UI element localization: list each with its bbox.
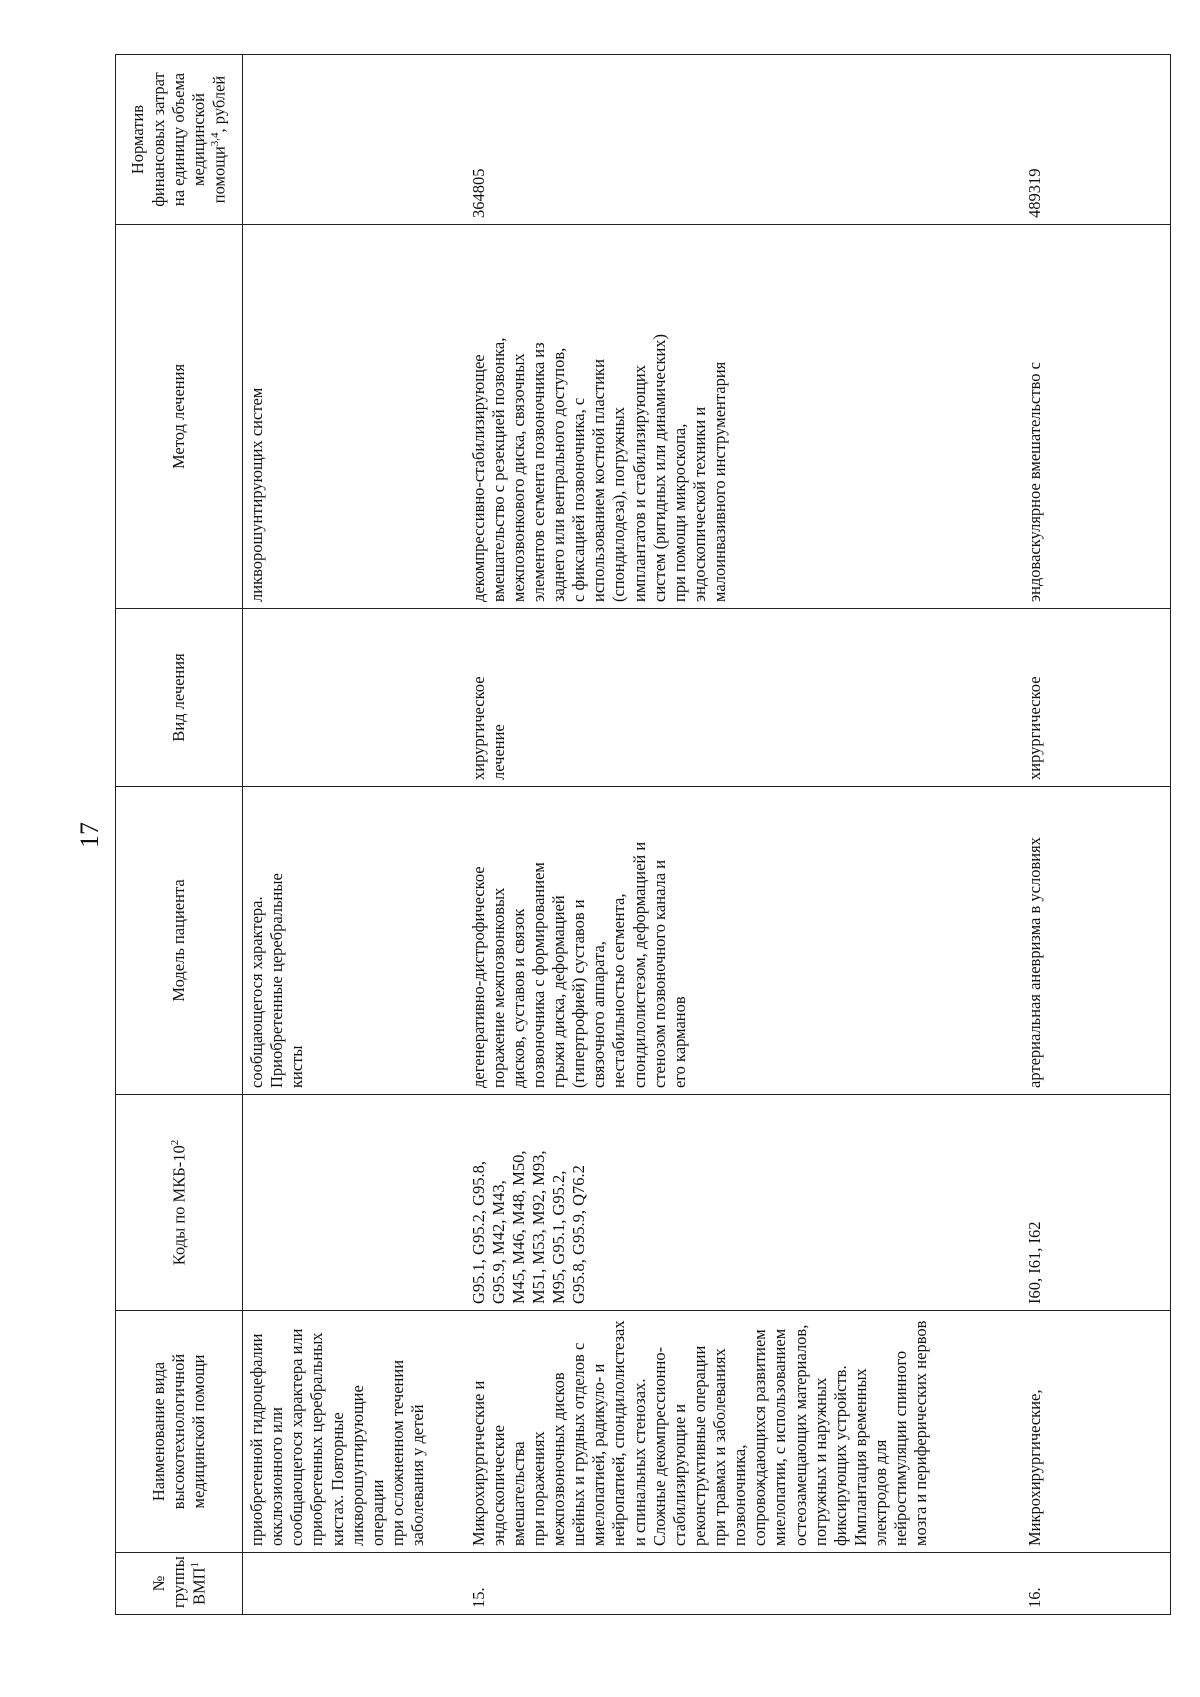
cell-group-number: 16. bbox=[1021, 1553, 1171, 1615]
cell-care-type-name: Микрохирургические и эндоскопические вмешательства при поражениях межпозвоночных дисков шейных и грудных отделов с миелопатией, радикуло- и нейропатией, спондилолистезах и спинальных стенозах. Сложные декомпрессионно- стабилизирующие и реконструктивные операции при травмах и заболеваниях позвоночника, сопровождающихся развитием миелопатии, с использованием остеозамещающих материалов, погружных и наружных фиксирующих устройств. Имплантация временных электродов для нейростимуляции спинного мозга и периферических нервов bbox=[465, 1311, 1021, 1553]
header-group-number: № группы ВМП$^1$ bbox=[116, 1553, 243, 1615]
page-number: 17 bbox=[75, 822, 104, 848]
cell-icd-codes bbox=[243, 1095, 465, 1311]
header-patient-model: Модель пациента bbox=[116, 787, 243, 1095]
cell-treatment-method: декомпрессивно-стабилизирующее вмешательство с резекцией позвонка, межпозвонкового диска, связочных элементов сегмента позвоночника из заднего или вентрального доступов, с фиксацией позвоночника, с использованием костной пластики (спондилодеза), погружных имплантатов и стабилизирующих систем (ригидных или динамических) при помощи микроскопа, эндоскопической техники и малоинвазивного инструментария bbox=[465, 225, 1021, 609]
header-treatment-type: Вид лечения bbox=[116, 609, 243, 787]
cell-patient-model: дегенеративно-дистрофическое поражение межпозвонковых дисков, суставов и связок позвоночника с формированием грыжи диска, деформацией (гипертрофией) суставов и связочного аппарата, нестабильностью сегмента, спондилолистезом, деформацией и стенозом позвоночного канала и его карманов bbox=[465, 787, 1021, 1095]
table-header-row bbox=[116, 55, 243, 1615]
table-row bbox=[243, 55, 465, 1615]
cell-treatment-type: хирургическое bbox=[1021, 609, 1171, 787]
cell-care-type-name: приобретенной гидроцефалии окклюзионного или сообщающегося характера или приобретенных церебральных кистах. Повторные ликворошунтирующие операции при осложненном течении заболевания у детей bbox=[243, 1311, 465, 1553]
header-icd-codes: Коды по МКБ-$10^2$ bbox=[116, 1095, 243, 1311]
cell-cost-standard bbox=[243, 55, 465, 225]
cell-treatment-type bbox=[243, 609, 465, 787]
rotated-page bbox=[75, 55, 1190, 1615]
cell-care-type-name: Микрохирургические, bbox=[1021, 1311, 1171, 1553]
header-cost-standard: Норматив финансовых затрат на единицу объема медицинской помощи$^{3,4}$, рублей bbox=[116, 55, 243, 225]
cell-cost-standard: 364805 bbox=[465, 55, 1021, 225]
cell-cost-standard: 489319 bbox=[1021, 55, 1171, 225]
header-care-type-name: Наименование вида высокотехнологичной медицинской помощи bbox=[116, 1311, 243, 1553]
cell-group-number bbox=[243, 1553, 465, 1615]
cell-icd-codes: G95.1, G95.2, G95.8, G95.9, M42, M43, M45, M46, M48, M50, M51, M53, M92, M93, M95, G95.1, G95.2, G95.8, G95.9, Q76.2 bbox=[465, 1095, 1021, 1311]
cell-icd-codes: I60, I61, I62 bbox=[1021, 1095, 1171, 1311]
cell-treatment-type: хирургическое лечение bbox=[465, 609, 1021, 787]
vmp-table bbox=[115, 54, 1171, 1615]
cell-treatment-method: эндоваскулярное вмешательство с bbox=[1021, 225, 1171, 609]
table-row bbox=[1021, 55, 1171, 1615]
cell-treatment-method: ликворошунтирующих систем bbox=[243, 225, 465, 609]
cell-patient-model: сообщающегося характера. Приобретенные церебральные кисты bbox=[243, 787, 465, 1095]
table-row bbox=[465, 55, 1021, 1615]
cell-group-number: 15. bbox=[465, 1553, 1021, 1615]
header-treatment-method: Метод лечения bbox=[116, 225, 243, 609]
cell-patient-model: артериальная аневризма в условиях bbox=[1021, 787, 1171, 1095]
